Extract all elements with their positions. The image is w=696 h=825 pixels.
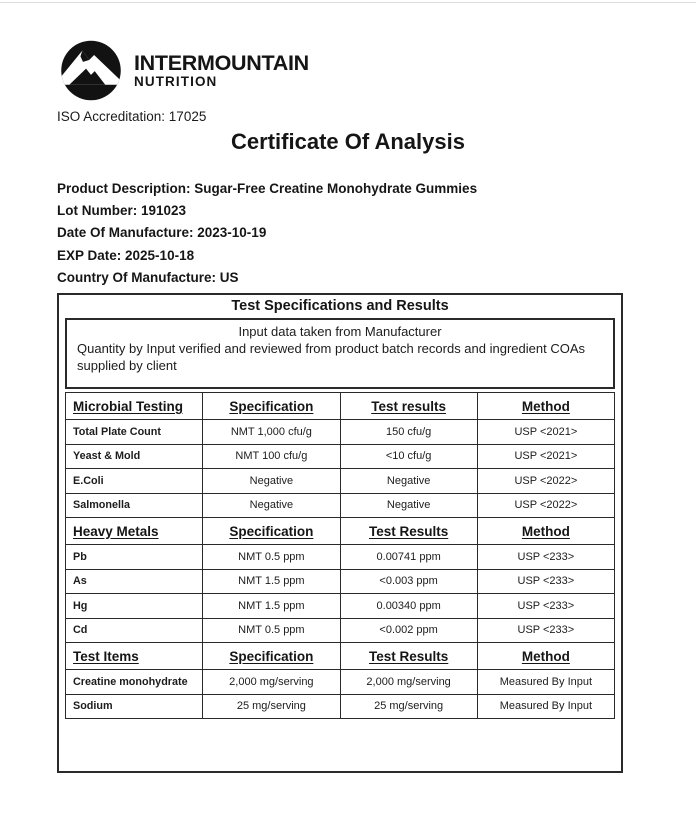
iso-accreditation: ISO Accreditation: 17025 xyxy=(57,109,207,124)
test-name-cell: Hg xyxy=(66,594,203,619)
specification-header-cell: Specification xyxy=(203,643,340,670)
specification-header-cell: Specification xyxy=(203,393,340,420)
scan-artifact-line xyxy=(0,2,696,3)
table-row xyxy=(66,594,615,619)
exp-date: EXP Date: 2025-10-18 xyxy=(57,247,195,263)
section-title-cell: Test Items xyxy=(66,643,203,670)
specification-cell: NMT 100 cfu/g xyxy=(203,444,340,469)
method-header-cell: Method xyxy=(477,518,614,545)
test-results-header-cell: Test Results xyxy=(340,643,477,670)
method-cell: Measured By Input xyxy=(477,670,614,695)
page-title: Certificate Of Analysis xyxy=(231,129,465,154)
test-results-header-cell: Test Results xyxy=(340,518,477,545)
table-row xyxy=(66,569,615,594)
table-row xyxy=(66,545,615,570)
test-result-cell: <0.002 ppm xyxy=(340,618,477,643)
test-result-cell: 0.00741 ppm xyxy=(340,545,477,570)
section-title-cell: Microbial Testing xyxy=(66,393,203,420)
specification-cell: 2,000 mg/serving xyxy=(203,670,340,695)
method-cell: USP <2021> xyxy=(477,444,614,469)
test-result-cell: 2,000 mg/serving xyxy=(340,670,477,695)
note-line-1: Input data taken from Manufacturer xyxy=(238,324,442,339)
method-header-cell: Method xyxy=(477,643,614,670)
table-row xyxy=(66,420,615,445)
test-results-header-cell: Test results xyxy=(340,393,477,420)
product-description: Product Description: Sugar-Free Creatine Monohydrate Gummies xyxy=(57,181,478,196)
product-info-block xyxy=(57,178,477,289)
method-cell: Measured By Input xyxy=(477,694,614,719)
lot-number: Lot Number: 191023 xyxy=(57,203,187,219)
country-of-manufacture: Country Of Manufacture: US xyxy=(57,269,239,285)
brand-text xyxy=(134,39,309,90)
manufacturer-note-box xyxy=(65,318,615,389)
method-cell: USP <233> xyxy=(477,618,614,643)
table-row xyxy=(66,670,615,695)
spec-box-title: Test Specifications and Results xyxy=(231,298,449,314)
specification-cell: NMT 0.5 ppm xyxy=(203,545,340,570)
table-row xyxy=(66,469,615,494)
specification-header-cell: Specification xyxy=(203,518,340,545)
test-result-cell: 25 mg/serving xyxy=(340,694,477,719)
method-cell: USP <233> xyxy=(477,545,614,570)
test-name-cell: Cd xyxy=(66,618,203,643)
method-cell: USP <2021> xyxy=(477,420,614,445)
mountain-logo-icon xyxy=(60,39,122,102)
brand-header xyxy=(60,39,309,102)
section-header-row-heavy-metals xyxy=(66,518,615,545)
manufacture-date: Date Of Manufacture: 2023-10-19 xyxy=(57,225,267,241)
test-result-cell: Negative xyxy=(340,493,477,518)
method-cell: USP <2022> xyxy=(477,493,614,518)
test-name-cell: Yeast & Mold xyxy=(66,444,203,469)
table-row xyxy=(66,493,615,518)
test-name-cell: Total Plate Count xyxy=(66,420,203,445)
table-row xyxy=(66,694,615,719)
specification-cell: NMT 0.5 ppm xyxy=(203,618,340,643)
specification-cell: NMT 1.5 ppm xyxy=(203,569,340,594)
specification-cell: Negative xyxy=(203,493,340,518)
test-result-cell: <0.003 ppm xyxy=(340,569,477,594)
method-cell: USP <2022> xyxy=(477,469,614,494)
test-result-cell: 150 cfu/g xyxy=(340,420,477,445)
test-name-cell: Creatine monohydrate xyxy=(66,670,203,695)
specification-cell: 25 mg/serving xyxy=(203,694,340,719)
brand-subtitle: NUTRITION xyxy=(134,74,218,89)
note-line-2: Quantity by Input verified and reviewed from product batch records and ingredient COAs supplied by client xyxy=(77,341,585,373)
test-result-cell: Negative xyxy=(340,469,477,494)
test-result-cell: 0.00340 ppm xyxy=(340,594,477,619)
test-name-cell: E.Coli xyxy=(66,469,203,494)
test-result-cell: <10 cfu/g xyxy=(340,444,477,469)
specification-cell: NMT 1.5 ppm xyxy=(203,594,340,619)
method-cell: USP <233> xyxy=(477,594,614,619)
test-name-cell: Pb xyxy=(66,545,203,570)
test-name-cell: Sodium xyxy=(66,694,203,719)
spec-results-box xyxy=(57,293,623,773)
test-name-cell: As xyxy=(66,569,203,594)
method-header-cell: Method xyxy=(477,393,614,420)
section-header-row-test-items xyxy=(66,643,615,670)
section-title-cell: Heavy Metals xyxy=(66,518,203,545)
method-cell: USP <233> xyxy=(477,569,614,594)
table-row xyxy=(66,444,615,469)
test-name-cell: Salmonella xyxy=(66,493,203,518)
table-row xyxy=(66,618,615,643)
section-header-row-microbial xyxy=(66,393,615,420)
specification-cell: Negative xyxy=(203,469,340,494)
results-table xyxy=(65,392,615,719)
specification-cell: NMT 1,000 cfu/g xyxy=(203,420,340,445)
brand-name: INTERMOUNTAIN xyxy=(134,51,309,75)
